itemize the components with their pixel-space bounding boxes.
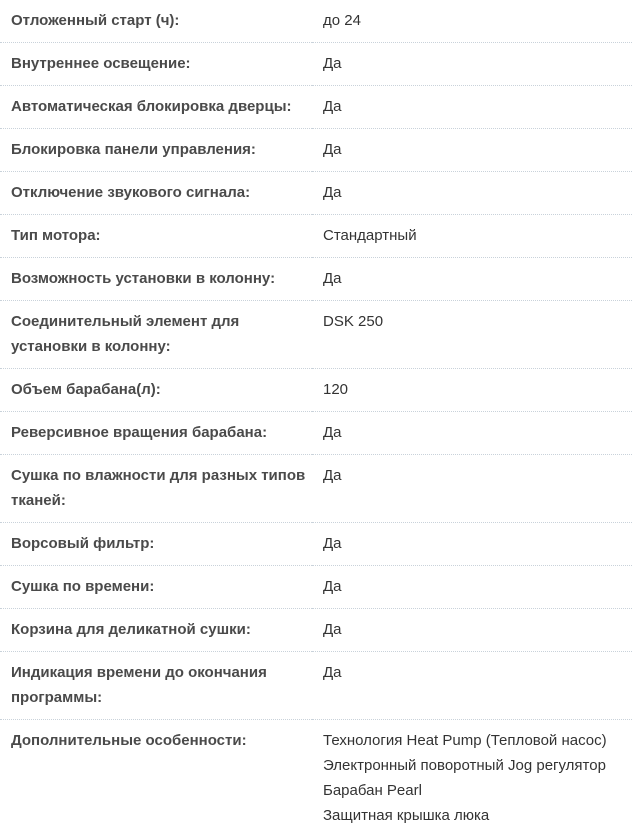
spec-label: Соединительный элемент для установки в колонну: bbox=[0, 301, 312, 369]
spec-label: Объем барабана(л): bbox=[0, 369, 312, 412]
spec-value: DSK 250 bbox=[312, 301, 632, 369]
spec-value: Да bbox=[312, 172, 632, 215]
spec-label: Ворсовый фильтр: bbox=[0, 523, 312, 566]
spec-row-interior-light bbox=[0, 43, 632, 86]
spec-value: Да bbox=[312, 609, 632, 652]
spec-row-reverse-rotation bbox=[0, 412, 632, 455]
spec-row-panel-lock bbox=[0, 129, 632, 172]
feature-item: Защитная крышка люка bbox=[323, 803, 632, 828]
spec-row-stacking-kit bbox=[0, 301, 632, 369]
spec-value: Да bbox=[312, 455, 632, 523]
feature-item: Электронный поворотный Jog регулятор bbox=[323, 753, 632, 778]
spec-value: 120 bbox=[312, 369, 632, 412]
spec-value: Да bbox=[312, 43, 632, 86]
spec-value-list bbox=[312, 720, 632, 837]
spec-label: Отключение звукового сигнала: bbox=[0, 172, 312, 215]
spec-row-stacking bbox=[0, 258, 632, 301]
spec-label: Индикация времени до окончания программы: bbox=[0, 652, 312, 720]
spec-row-door-lock bbox=[0, 86, 632, 129]
spec-row-motor-type bbox=[0, 215, 632, 258]
spec-value: Да bbox=[312, 566, 632, 609]
spec-label: Сушка по времени: bbox=[0, 566, 312, 609]
spec-row-timed-drying bbox=[0, 566, 632, 609]
spec-value: Да bbox=[312, 652, 632, 720]
spec-label: Реверсивное вращения барабана: bbox=[0, 412, 312, 455]
spec-value: Да bbox=[312, 523, 632, 566]
spec-value: Да bbox=[312, 129, 632, 172]
spec-row-delayed-start bbox=[0, 0, 632, 43]
spec-label: Внутреннее освещение: bbox=[0, 43, 312, 86]
spec-label: Отложенный старт (ч): bbox=[0, 0, 312, 43]
spec-label: Дополнительные особенности: bbox=[0, 720, 312, 837]
spec-value: Да bbox=[312, 412, 632, 455]
spec-row-moisture-drying bbox=[0, 455, 632, 523]
spec-row-sound-off bbox=[0, 172, 632, 215]
spec-label: Корзина для деликатной сушки: bbox=[0, 609, 312, 652]
spec-label: Автоматическая блокировка дверцы: bbox=[0, 86, 312, 129]
spec-row-time-remaining bbox=[0, 652, 632, 720]
feature-item: Технология Heat Pump (Тепловой насос) bbox=[323, 728, 632, 753]
spec-value: до 24 bbox=[312, 0, 632, 43]
spec-label: Сушка по влажности для разных типов тканей: bbox=[0, 455, 312, 523]
spec-row-drum-volume bbox=[0, 369, 632, 412]
spec-value: Стандартный bbox=[312, 215, 632, 258]
spec-label: Блокировка панели управления: bbox=[0, 129, 312, 172]
spec-label: Тип мотора: bbox=[0, 215, 312, 258]
spec-row-lint-filter bbox=[0, 523, 632, 566]
spec-value: Да bbox=[312, 258, 632, 301]
spec-label: Возможность установки в колонну: bbox=[0, 258, 312, 301]
spec-row-extra-features bbox=[0, 720, 632, 837]
spec-row-delicate-basket bbox=[0, 609, 632, 652]
spec-value: Да bbox=[312, 86, 632, 129]
feature-item: Барабан Pearl bbox=[323, 778, 632, 803]
